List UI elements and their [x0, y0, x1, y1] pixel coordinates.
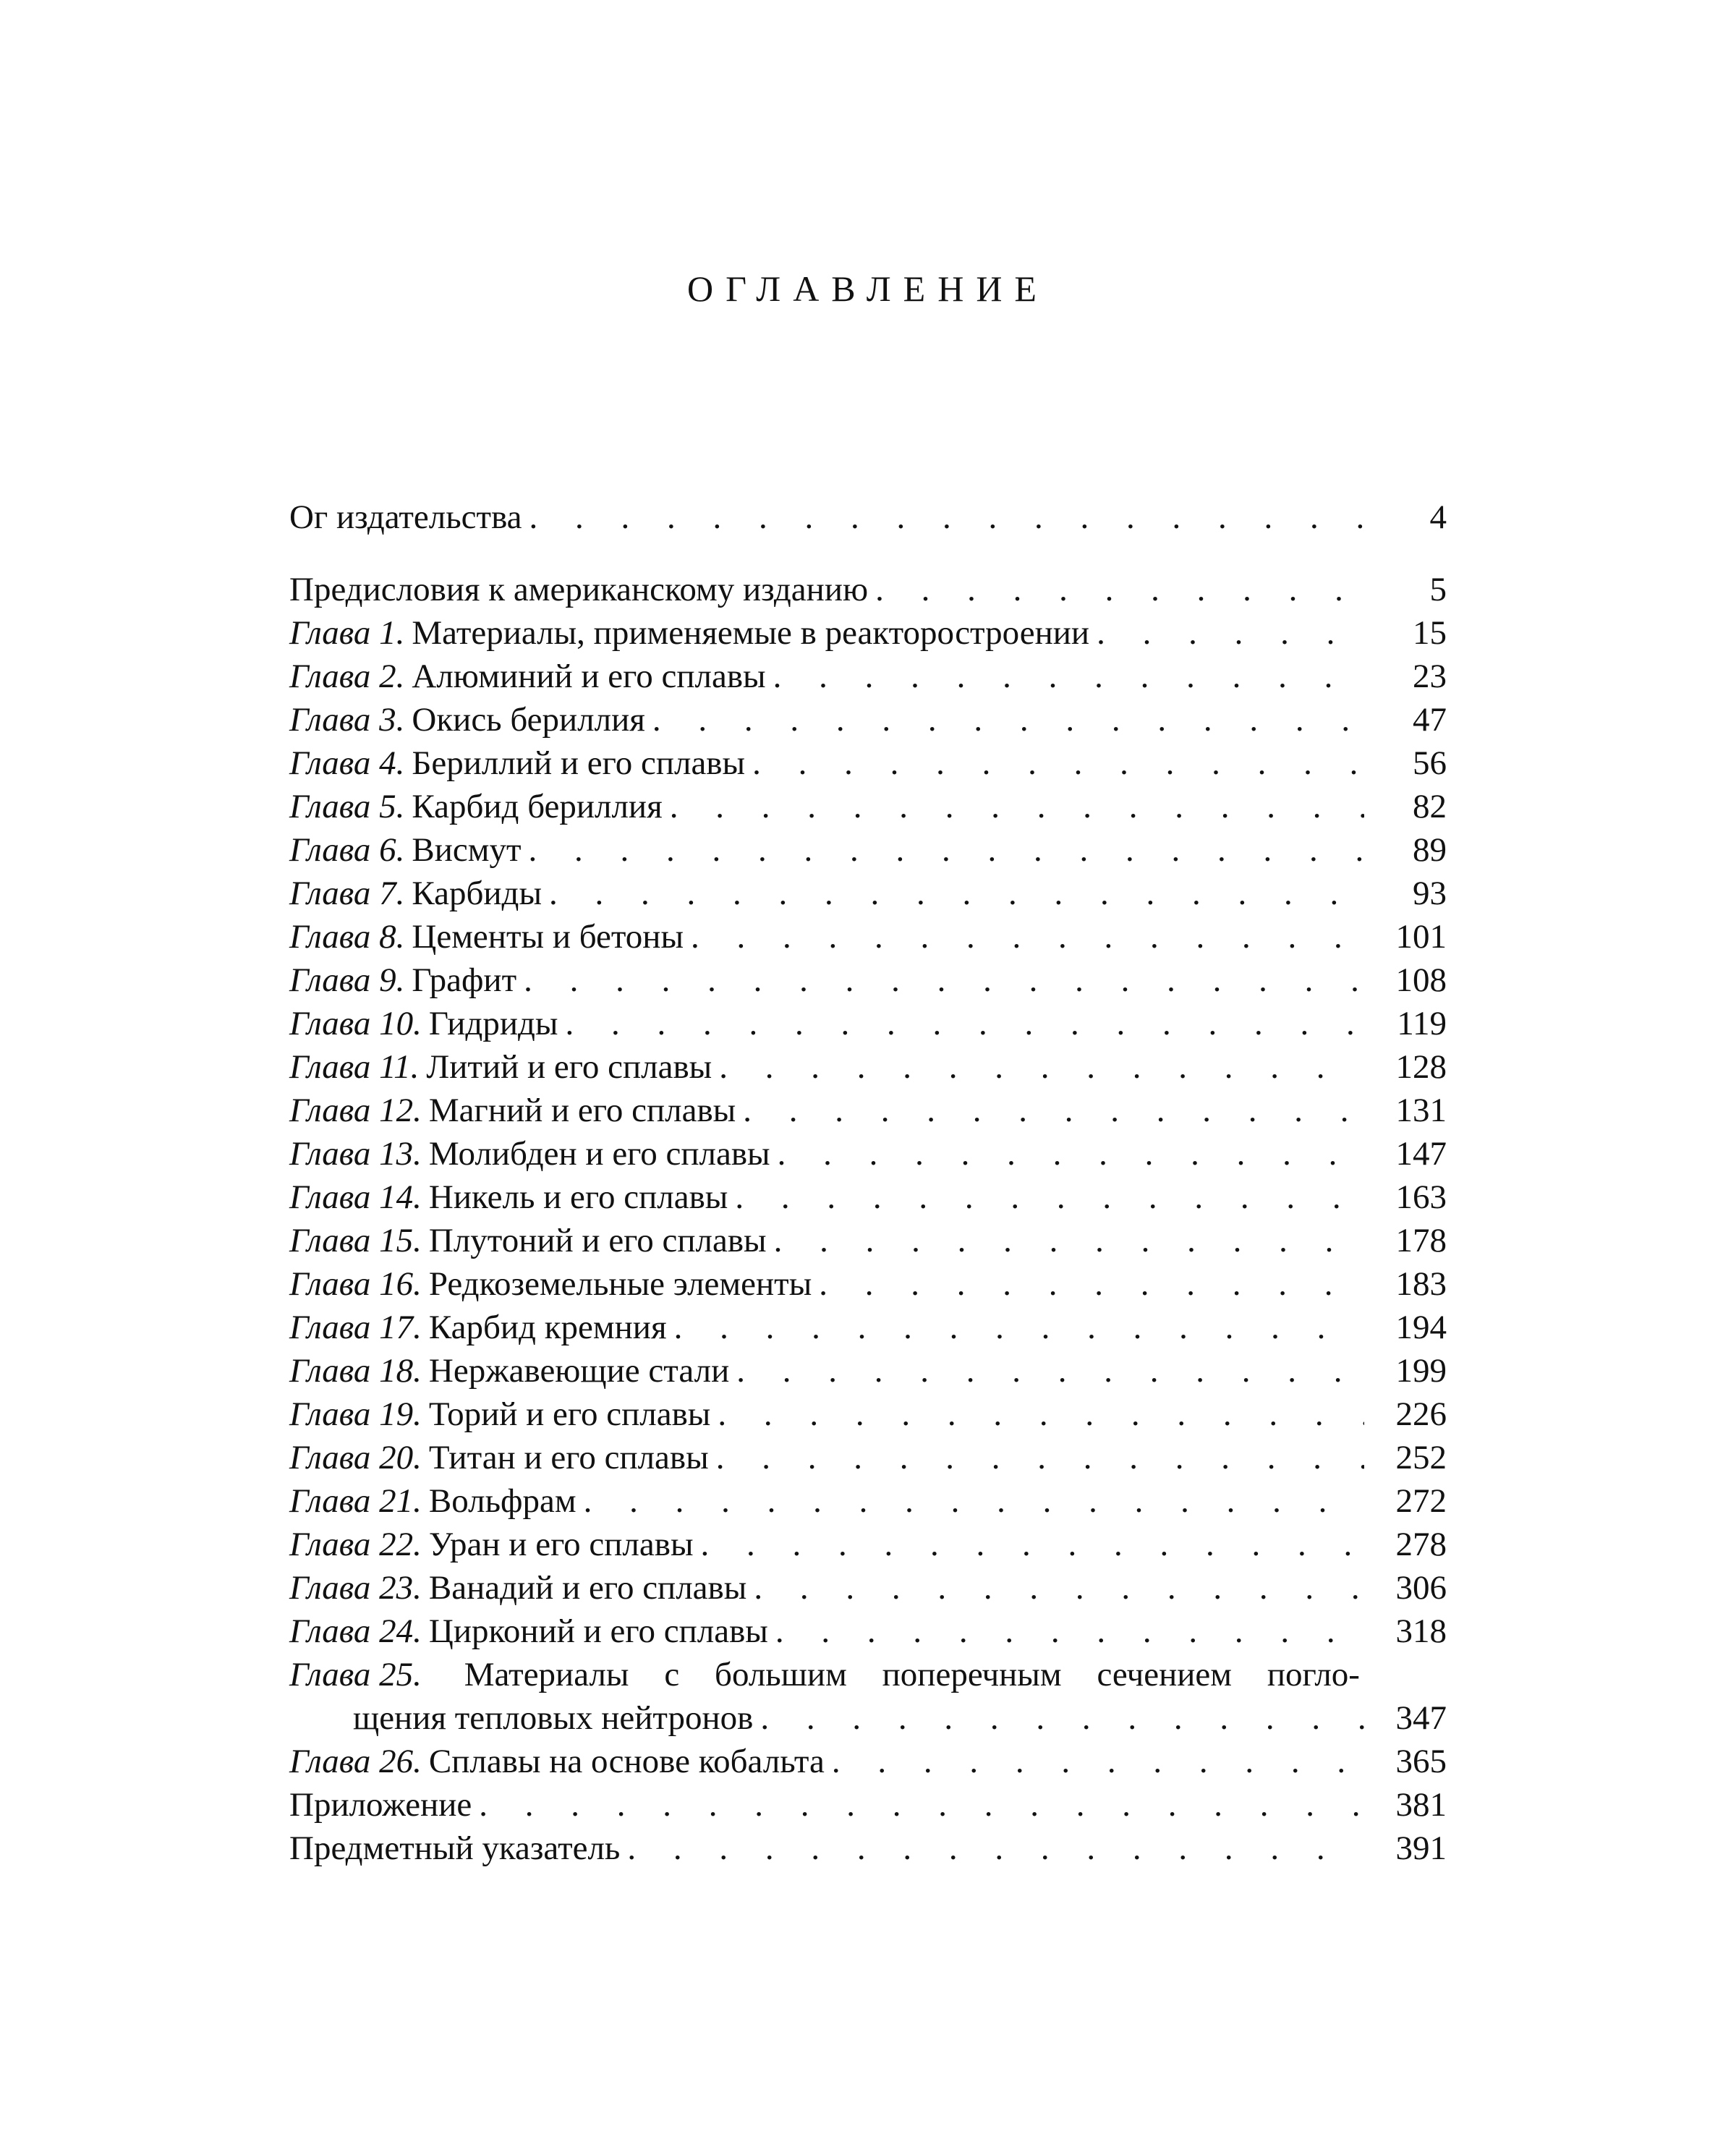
entry-label [289, 1176, 728, 1219]
toc-entry[interactable] [289, 1783, 1447, 1827]
entry-label [289, 958, 516, 1002]
entry-label [289, 1262, 812, 1306]
dot-leader [743, 1089, 1364, 1132]
dot-leader [652, 698, 1364, 741]
entry-title: Висмут [412, 831, 522, 869]
dot-leader [549, 872, 1364, 915]
entry-title: Никель и его сплавы [428, 1178, 728, 1216]
toc-entry[interactable] [289, 785, 1447, 828]
toc-entry[interactable] [289, 568, 1447, 611]
entry-label [289, 1002, 558, 1045]
toc-entry[interactable] [289, 1002, 1447, 1045]
page-title: ОГЛАВЛЕНИЕ [687, 268, 1049, 309]
toc-entry[interactable] [289, 915, 1447, 958]
entry-title: Сплавы на основе кобальта [428, 1743, 825, 1780]
page-number: 47 [1413, 701, 1447, 739]
entry-label [289, 828, 522, 872]
dot-leader [565, 1002, 1364, 1045]
toc-entry[interactable] [289, 1132, 1447, 1176]
chapter-prefix: Глава 4. [289, 744, 405, 782]
page-number: 15 [1413, 614, 1447, 652]
dot-leader [719, 1045, 1364, 1089]
entry-label [289, 915, 684, 958]
page-number: 82 [1413, 788, 1447, 825]
chapter-prefix: Глава 1. [289, 614, 405, 652]
chapter-prefix: Глава 9. [289, 961, 405, 999]
chapter-prefix: Глава 19. [289, 1395, 422, 1433]
chapter-prefix: Глава 2. [289, 658, 405, 695]
toc-entry[interactable] [289, 1045, 1447, 1089]
chapter-prefix: Глава 24. [289, 1612, 422, 1650]
entry-label [289, 1566, 746, 1610]
toc-entry[interactable] [289, 741, 1447, 785]
chapter-prefix: Глава 10. [289, 1005, 422, 1042]
chapter-prefix: Глава 18. [289, 1352, 422, 1390]
dot-leader [691, 915, 1364, 958]
chapter-prefix: Глава 25. [289, 1656, 422, 1693]
entry-label [289, 655, 766, 698]
entry-title: Карбид бериллия [412, 788, 663, 825]
entry-title: Предметный указатель [289, 1829, 621, 1867]
entry-title: Карбиды [412, 875, 542, 912]
page-number: 4 [1429, 498, 1447, 536]
chapter-prefix: Глава 11. [289, 1048, 420, 1086]
entry-title: Ог издательства [289, 498, 522, 536]
chapter-prefix: Глава 22. [289, 1526, 422, 1563]
entry-label [289, 568, 868, 611]
entry-title: Бериллий и его сплавы [412, 744, 746, 782]
chapter-prefix: Глава 26. [289, 1743, 422, 1780]
toc-entry[interactable] [289, 1566, 1447, 1610]
entry-label [289, 1479, 576, 1523]
page-number: 101 [1395, 918, 1447, 956]
dot-leader [775, 1610, 1364, 1653]
entry-label [289, 1132, 770, 1176]
chapter-prefix: Глава 21. [289, 1482, 422, 1520]
entry-label [289, 1349, 729, 1393]
page-number: 119 [1397, 1005, 1447, 1042]
page-number: 5 [1429, 571, 1447, 608]
entry-title: щения тепловых нейтронов [353, 1699, 754, 1737]
toc-list [289, 496, 1447, 1870]
toc-entry[interactable] [289, 1436, 1447, 1479]
page-number: 23 [1413, 658, 1447, 695]
dot-leader [1097, 611, 1364, 655]
page-number: 318 [1395, 1612, 1447, 1650]
dot-leader [524, 958, 1364, 1002]
page-number: 131 [1395, 1092, 1447, 1129]
entry-label [289, 1783, 472, 1827]
entry-title: Приложение [289, 1786, 472, 1824]
page-number: 199 [1395, 1352, 1447, 1390]
entry-title: Карбид кремния [428, 1309, 667, 1346]
entry-label [289, 1436, 709, 1479]
entry-title: Гидриды [428, 1005, 558, 1042]
entry-title: Торий и его сплавы [428, 1395, 711, 1433]
dot-leader [529, 496, 1364, 539]
toc-entry[interactable] [289, 1262, 1447, 1306]
dot-leader [479, 1783, 1364, 1827]
page-number: 128 [1395, 1048, 1447, 1086]
entry-title: Графит [412, 961, 517, 999]
entry-title: Вольфрам [428, 1482, 576, 1520]
chapter-prefix: Глава 15. [289, 1222, 422, 1259]
page-number: 347 [1395, 1699, 1447, 1737]
entry-title: Титан и его сплавы [428, 1439, 709, 1476]
dot-leader [752, 741, 1364, 785]
entry-line-2 [289, 1696, 1447, 1740]
toc-entry[interactable] [289, 872, 1447, 915]
entry-word: Материалы [464, 1656, 629, 1693]
entry-word: сечением [1097, 1656, 1232, 1693]
entry-title: Цементы и бетоны [412, 918, 684, 956]
entry-label [289, 611, 1089, 655]
page-number: 163 [1395, 1178, 1447, 1216]
entry-label [289, 1306, 667, 1349]
entry-word: с [664, 1656, 680, 1693]
dot-leader [716, 1436, 1364, 1479]
dot-leader [773, 655, 1364, 698]
toc-entry[interactable] [289, 1349, 1447, 1393]
toc-entry[interactable] [289, 698, 1447, 741]
entry-label [289, 1523, 694, 1566]
dot-leader [778, 1132, 1364, 1176]
chapter-prefix: Глава 6. [289, 831, 405, 869]
page-number: 306 [1395, 1569, 1447, 1607]
page-number: 89 [1413, 831, 1447, 869]
entry-label [289, 1827, 620, 1870]
toc-entry[interactable] [289, 655, 1447, 698]
page-number: 226 [1395, 1395, 1447, 1433]
page-number: 147 [1395, 1135, 1447, 1173]
dot-leader [875, 568, 1364, 611]
entry-label [289, 1740, 825, 1783]
chapter-prefix: Глава 12. [289, 1092, 422, 1129]
page-number: 108 [1395, 961, 1447, 999]
page-number: 194 [1395, 1309, 1447, 1346]
dot-leader [832, 1740, 1364, 1783]
chapter-prefix: Глава 17. [289, 1309, 422, 1346]
entry-line-1 [289, 1653, 1360, 1696]
chapter-prefix: Глава 16. [289, 1265, 422, 1303]
entry-label [289, 1045, 712, 1089]
entry-title: Литий и его сплавы [426, 1048, 712, 1086]
toc-entry[interactable] [289, 1089, 1447, 1132]
chapter-prefix: Глава 14. [289, 1178, 422, 1216]
chapter-prefix: Глава 13. [289, 1135, 422, 1173]
dot-leader [529, 828, 1364, 872]
toc-entry[interactable] [289, 828, 1447, 872]
entry-title: Ванадий и его сплавы [428, 1569, 747, 1607]
entry-word: поперечным [882, 1656, 1062, 1693]
entry-word: погло- [1267, 1656, 1360, 1693]
toc-entry[interactable] [289, 1176, 1447, 1219]
entry-label [289, 1089, 736, 1132]
dot-leader [735, 1176, 1364, 1219]
toc-entry[interactable] [289, 1306, 1447, 1349]
entry-title: Предисловия к американскому изданию [289, 571, 869, 608]
dot-leader [718, 1393, 1364, 1436]
page-number: 278 [1395, 1526, 1447, 1563]
chapter-prefix: Глава 20. [289, 1439, 422, 1476]
toc-entry[interactable] [289, 611, 1447, 655]
entry-word: большим [715, 1656, 847, 1693]
entry-label [289, 1393, 710, 1436]
entry-title: Уран и его сплавы [428, 1526, 694, 1563]
page-number: 252 [1395, 1439, 1447, 1476]
toc-entry[interactable] [289, 1393, 1447, 1436]
entry-label [289, 872, 542, 915]
entry-title: Цирконий и его сплавы [428, 1612, 768, 1650]
toc-entry[interactable] [289, 1479, 1447, 1523]
dot-leader [627, 1827, 1364, 1870]
entry-title: Материалы, применяемые в реакторостроении [412, 614, 1090, 652]
toc-entry[interactable] [289, 1523, 1447, 1566]
page-number: 93 [1413, 875, 1447, 912]
dot-leader [754, 1566, 1364, 1610]
chapter-prefix: Глава 5. [289, 788, 405, 825]
entry-label [289, 698, 645, 741]
page-number: 272 [1395, 1482, 1447, 1520]
dot-leader [736, 1349, 1364, 1393]
page-number: 56 [1413, 744, 1447, 782]
page-number: 178 [1395, 1222, 1447, 1259]
dot-leader [674, 1306, 1364, 1349]
chapter-prefix: Глава 3. [289, 701, 405, 739]
dot-leader [670, 785, 1364, 828]
entry-title: Редкоземельные элементы [428, 1265, 812, 1303]
entry-title: Плутоний и его сплавы [428, 1222, 767, 1259]
page-number: 391 [1395, 1829, 1447, 1867]
dot-leader [760, 1696, 1364, 1740]
page-number: 381 [1395, 1786, 1447, 1824]
toc-entry-multiline[interactable] [289, 1653, 1447, 1740]
entry-label [289, 496, 522, 539]
toc-entry[interactable] [289, 958, 1447, 1002]
entry-title: Нержавеющие стали [428, 1352, 730, 1390]
entry-label [289, 1610, 768, 1653]
entry-title: Окись бериллия [412, 701, 645, 739]
entry-label [289, 1219, 767, 1262]
entry-label [289, 785, 663, 828]
dot-leader [701, 1523, 1364, 1566]
chapter-prefix: Глава 23. [289, 1569, 422, 1607]
toc-entry[interactable] [289, 1740, 1447, 1783]
entry-title: Молибден и его сплавы [428, 1135, 770, 1173]
entry-label [289, 741, 745, 785]
chapter-prefix: Глава 7. [289, 875, 405, 912]
toc-entry[interactable] [289, 1219, 1447, 1262]
page-number: 183 [1395, 1265, 1447, 1303]
chapter-prefix: Глава 8. [289, 918, 405, 956]
dot-leader [774, 1219, 1364, 1262]
entry-title: Алюминий и его сплавы [412, 658, 766, 695]
toc-entry[interactable] [289, 496, 1447, 539]
toc-entry[interactable] [289, 1610, 1447, 1653]
page-number: 365 [1395, 1743, 1447, 1780]
toc-entry[interactable] [289, 1827, 1447, 1870]
dot-leader [584, 1479, 1364, 1523]
dot-leader [819, 1262, 1364, 1306]
entry-title: Магний и его сплавы [428, 1092, 736, 1129]
